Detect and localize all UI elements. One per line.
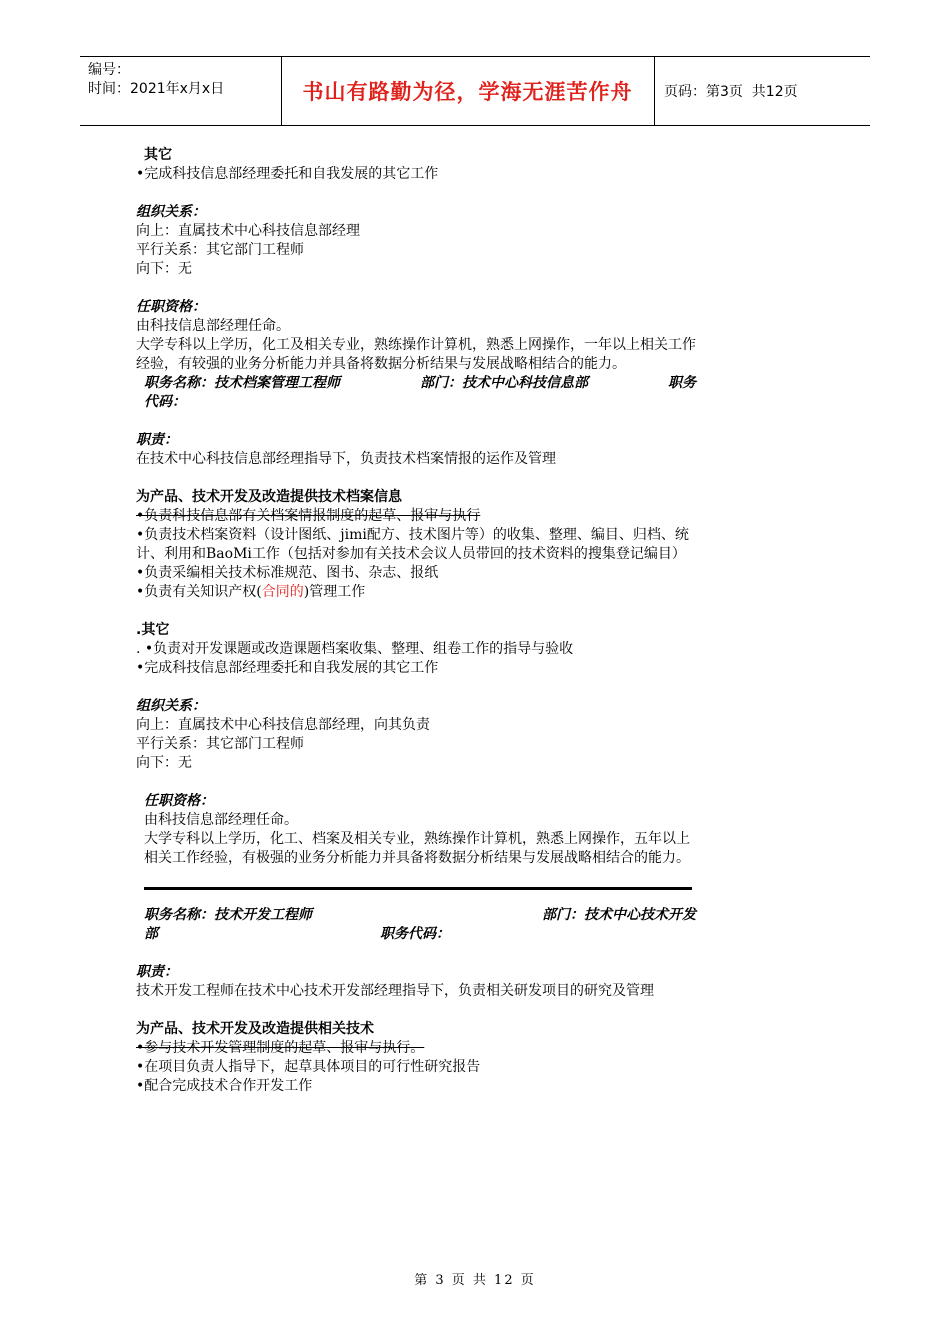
list-item: . •负责对开发课题或改造课题档案收集、整理、组卷工作的指导与验收 (136, 641, 574, 657)
header-meta (88, 61, 224, 99)
qual-line: 由科技信息部经理任命。 (144, 812, 298, 828)
list-item: •负责有关知识产权(合同的)管理工作 (136, 584, 366, 600)
section-heading: 任职资格： (144, 793, 214, 809)
job-code-label: 代码： (144, 394, 186, 410)
org-line: 向下：无 (136, 755, 192, 771)
list-item: •负责科技信息部有关档案情报制度的起草、报审与执行 (136, 508, 481, 524)
section-heading: 为产品、技术开发及改造提供技术档案信息 (136, 489, 402, 505)
job-dept: 部 (144, 926, 158, 942)
section-heading: 组织关系： (136, 204, 206, 220)
qual-line: 大学专科以上学历，化工、档案及相关专业，熟练操作计算机，熟悉上网操作，五年以上相关工作经验，有极强的业务分析能力并具备将数据分析结果与发展战略相结合的能力。 (144, 831, 690, 866)
time-label: 时间：2021年x月x日 (88, 81, 225, 97)
section-heading: 为产品、技术开发及改造提供相关技术 (136, 1021, 374, 1037)
list-item: •配合完成技术合作开发工作 (136, 1078, 313, 1094)
job-title-row (136, 925, 696, 944)
section-divider (144, 887, 692, 890)
number-label: 编号： (88, 62, 130, 78)
job-title-row (136, 374, 696, 393)
section-heading: 职责： (136, 964, 178, 980)
org-line: 平行关系：其它部门工程师 (136, 736, 304, 752)
qual-line: 大学专科以上学历，化工及相关专业，熟练操作计算机，熟悉上网操作，一年以上相关工作经验，有较强的业务分析能力并具备将数据分析结果与发展战略相结合的能力。 (136, 337, 696, 372)
section-heading: .其它 (136, 622, 170, 638)
section-heading: 任职资格： (136, 299, 206, 315)
org-line: 向下：无 (136, 261, 192, 277)
header-page-info: 页码：第3页 共12页 (664, 84, 798, 100)
header-divider (654, 57, 655, 125)
qual-line: 由科技信息部经理任命。 (136, 318, 290, 334)
job-dept: 部门：技术中心技术开发 (542, 907, 696, 923)
list-item: •负责技术档案资料（设计图纸、jimi配方、技术图片等）的收集、整理、编目、归档、统计、利用和BaoMi工作（包括对参加有关技术会议人员带回的技术资料的搜集登记编目） (136, 527, 689, 562)
list-item: •负责采编相关技术标准规范、图书、杂志、报纸 (136, 565, 439, 581)
section-heading: 其它 (144, 147, 172, 163)
org-line: 向上：直属技术中心科技信息部经理 (136, 223, 360, 239)
document-body (136, 146, 696, 1096)
duty-text: 在技术中心科技信息部经理指导下，负责技术档案情报的运作及管理 (136, 451, 556, 467)
page-header (80, 56, 870, 126)
list-item: •完成科技信息部经理委托和自我发展的其它工作 (136, 166, 439, 182)
job-code-label: 职务代码： (380, 926, 450, 942)
job-title-row (136, 906, 696, 925)
duty-text: 技术开发工程师在技术中心技术开发部经理指导下，负责相关研发项目的研究及管理 (136, 983, 654, 999)
list-item: •在项目负责人指导下，起草具体项目的可行性研究报告 (136, 1059, 481, 1075)
job-name: 职务名称：技术开发工程师 (144, 907, 312, 923)
header-motto: 书山有路勤为径，学海无涯苦作舟 (302, 80, 633, 104)
page-footer: 第 3 页 共 12 页 (414, 1273, 536, 1288)
highlight-text: 合同的 (261, 584, 304, 600)
job-code-label: 职务 (668, 375, 696, 391)
list-item: •完成科技信息部经理委托和自我发展的其它工作 (136, 660, 439, 676)
org-line: 向上：直属技术中心科技信息部经理，向其负责 (136, 717, 430, 733)
section-heading: 职责： (136, 432, 178, 448)
org-line: 平行关系：其它部门工程师 (136, 242, 304, 258)
job-dept: 部门：技术中心科技信息部 (420, 375, 588, 391)
section-heading: 组织关系： (136, 698, 206, 714)
job-name: 职务名称：技术档案管理工程师 (144, 375, 340, 391)
list-item: •参与技术开发管理制度的起草、报审与执行。 (136, 1040, 425, 1056)
